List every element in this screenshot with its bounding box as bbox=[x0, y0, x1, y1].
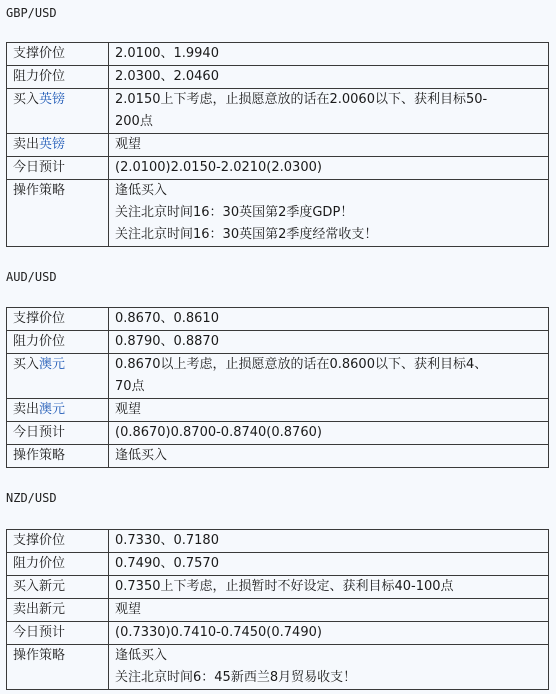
label-text: 支撑价位 bbox=[13, 311, 66, 326]
row-value bbox=[109, 530, 549, 553]
table-row bbox=[7, 308, 549, 331]
value-text: 70点 bbox=[115, 379, 145, 394]
row-label bbox=[7, 530, 109, 553]
label-text: 买入新元 bbox=[13, 579, 66, 594]
row-label bbox=[7, 89, 109, 134]
currency-link[interactable]: 英镑 bbox=[39, 92, 66, 107]
table-row bbox=[7, 599, 549, 622]
table-row bbox=[7, 180, 549, 247]
row-label bbox=[7, 180, 109, 247]
row-label bbox=[7, 576, 109, 599]
label-text: 卖出新元 bbox=[13, 602, 66, 617]
row-value bbox=[109, 134, 549, 157]
label-text: 今日预计 bbox=[13, 160, 66, 175]
label-text: 阻力价位 bbox=[13, 556, 66, 571]
label-text: 支撑价位 bbox=[13, 533, 66, 548]
value-text: 0.8670以上考虑，止损愿意放的话在0.8600以下、获利目标4、 bbox=[115, 357, 488, 372]
value-text: 关注北京时间16：30英国第2季度GDP！ bbox=[115, 205, 354, 220]
table-row bbox=[7, 89, 549, 134]
label-text: 支撑价位 bbox=[13, 46, 66, 61]
value-text: (0.7330)0.7410-0.7450(0.7490) bbox=[115, 625, 322, 640]
table-row bbox=[7, 134, 549, 157]
label-text: 今日预计 bbox=[13, 625, 66, 640]
table-row bbox=[7, 66, 549, 89]
value-text: 观望 bbox=[115, 602, 142, 617]
audusd-table bbox=[6, 307, 549, 468]
gbpusd-table bbox=[6, 42, 549, 247]
row-label bbox=[7, 331, 109, 354]
nzdusd-table bbox=[6, 529, 549, 690]
table-row bbox=[7, 43, 549, 66]
value-text: (0.8670)0.8700-0.8740(0.8760) bbox=[115, 425, 322, 440]
label-text: 今日预计 bbox=[13, 425, 66, 440]
row-value bbox=[109, 180, 549, 247]
table-row bbox=[7, 331, 549, 354]
row-value bbox=[109, 399, 549, 422]
value-text: 200点 bbox=[115, 114, 153, 129]
row-value bbox=[109, 445, 549, 468]
value-text: 2.0100、1.9940 bbox=[115, 46, 219, 61]
row-label bbox=[7, 134, 109, 157]
table-row bbox=[7, 645, 549, 690]
value-text: 0.8790、0.8870 bbox=[115, 334, 219, 349]
value-text: 关注北京时间6：45新西兰8月贸易收支！ bbox=[115, 670, 357, 685]
value-text: 0.7330、0.7180 bbox=[115, 533, 219, 548]
label-text: 操作策略 bbox=[13, 648, 66, 663]
table-row bbox=[7, 422, 549, 445]
value-text: 2.0150上下考虑，止损愿意放的话在2.0060以下、获利目标50- bbox=[115, 92, 488, 107]
table-row bbox=[7, 530, 549, 553]
row-label bbox=[7, 645, 109, 690]
row-value bbox=[109, 553, 549, 576]
value-text: 逢低买入 bbox=[115, 448, 168, 463]
currency-link[interactable]: 澳元 bbox=[39, 402, 66, 417]
row-value bbox=[109, 331, 549, 354]
table-row bbox=[7, 622, 549, 645]
row-label bbox=[7, 354, 109, 399]
row-value bbox=[109, 645, 549, 690]
table-row bbox=[7, 354, 549, 399]
value-text: 0.7350上下考虑，止损暂时不好设定、获利目标40-100点 bbox=[115, 579, 454, 594]
row-label bbox=[7, 43, 109, 66]
label-text: 阻力价位 bbox=[13, 69, 66, 84]
row-label bbox=[7, 553, 109, 576]
section-title-gbpusd: GBP/USD bbox=[6, 6, 57, 20]
row-label bbox=[7, 157, 109, 180]
label-text: 卖出 bbox=[13, 137, 40, 152]
value-text: 关注北京时间16：30英国第2季度经常收支！ bbox=[115, 227, 378, 242]
label-text: 卖出 bbox=[13, 402, 40, 417]
row-value bbox=[109, 422, 549, 445]
row-label bbox=[7, 422, 109, 445]
table-row bbox=[7, 445, 549, 468]
table-row bbox=[7, 553, 549, 576]
row-label bbox=[7, 308, 109, 331]
value-text: 观望 bbox=[115, 402, 142, 417]
value-text: 0.8670、0.8610 bbox=[115, 311, 219, 326]
label-text: 操作策略 bbox=[13, 183, 66, 198]
row-value bbox=[109, 354, 549, 399]
row-label bbox=[7, 622, 109, 645]
row-value bbox=[109, 308, 549, 331]
value-text: 逢低买入 bbox=[115, 648, 168, 663]
row-value bbox=[109, 89, 549, 134]
value-text: 2.0300、2.0460 bbox=[115, 69, 219, 84]
value-text: 观望 bbox=[115, 137, 142, 152]
table-row bbox=[7, 157, 549, 180]
row-value bbox=[109, 576, 549, 599]
label-text: 买入 bbox=[13, 357, 40, 372]
label-text: 操作策略 bbox=[13, 448, 66, 463]
value-text: 逢低买入 bbox=[115, 183, 168, 198]
row-value bbox=[109, 599, 549, 622]
row-label bbox=[7, 599, 109, 622]
currency-link[interactable]: 澳元 bbox=[39, 357, 66, 372]
value-text: 0.7490、0.7570 bbox=[115, 556, 219, 571]
table-row bbox=[7, 576, 549, 599]
row-value bbox=[109, 43, 549, 66]
table-row bbox=[7, 399, 549, 422]
currency-link[interactable]: 英镑 bbox=[39, 137, 66, 152]
row-value bbox=[109, 157, 549, 180]
label-text: 阻力价位 bbox=[13, 334, 66, 349]
label-text: 买入 bbox=[13, 92, 40, 107]
row-label bbox=[7, 445, 109, 468]
section-title-nzdusd: NZD/USD bbox=[6, 491, 57, 505]
row-value bbox=[109, 66, 549, 89]
row-value bbox=[109, 622, 549, 645]
row-label bbox=[7, 66, 109, 89]
value-text: (2.0100)2.0150-2.0210(2.0300) bbox=[115, 160, 322, 175]
section-title-audusd: AUD/USD bbox=[6, 270, 57, 284]
row-label bbox=[7, 399, 109, 422]
